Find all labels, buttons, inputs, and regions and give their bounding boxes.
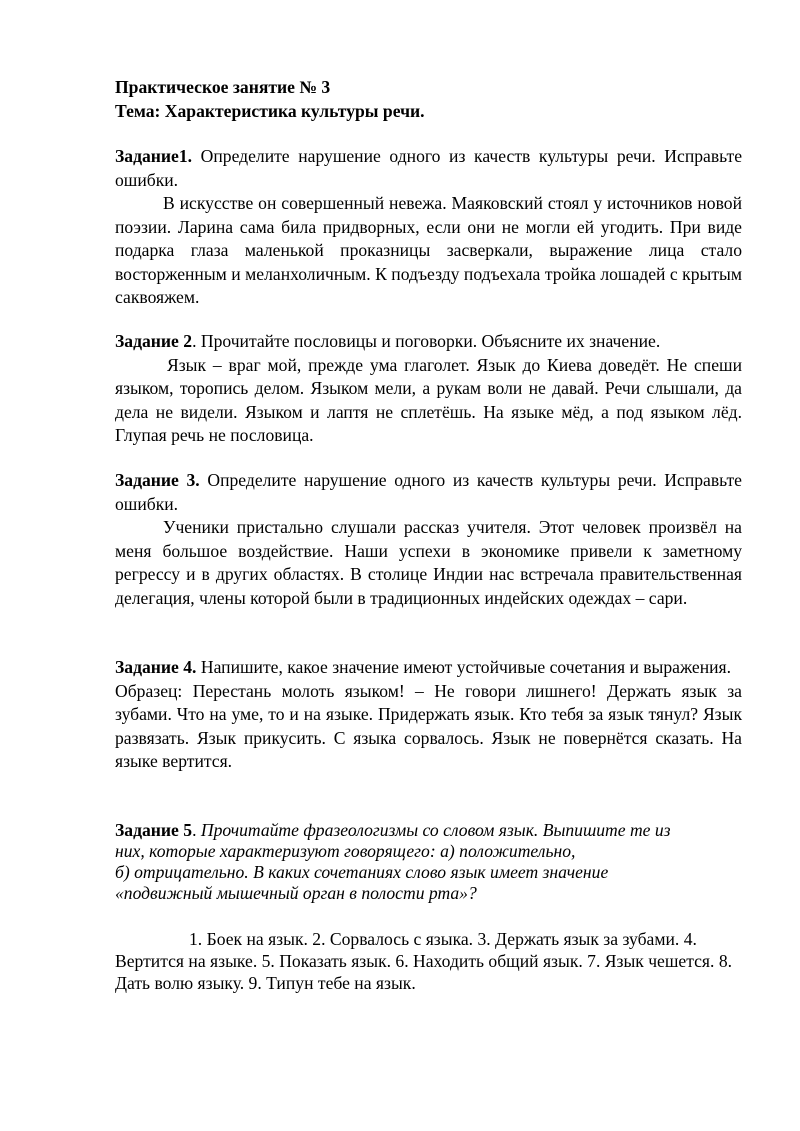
task-3-text: Ученики пристально слушали рассказ учителя. Этот человек произвёл на меня большое воздействие. Наши успехи в экономике привели к заметному регрессу и в других областях. В столице Индии нас встречала правительственная делегация, члены которой были в традиционных индейских одеждах – сари. [115, 517, 742, 608]
task-5-label: Задание 5 [115, 820, 193, 840]
task-2-label: Задание 2 [115, 331, 193, 351]
task-5-instruction-line-2: них, которые характеризуют говорящего: а) положительно, [115, 841, 576, 861]
task-5 [115, 820, 742, 904]
task-5-instruction-line-1: Задание 5. Прочитайте фразеологизмы со словом язык. Выпишите те из [115, 820, 671, 840]
task-5-list [115, 928, 742, 994]
task-2-instruction: Задание 2. Прочитайте пословицы и поговорки. Объясните их значение. [115, 331, 661, 351]
page-topic: Тема: Характеристика культуры речи. [115, 100, 425, 121]
task-5-instruction-line-3: б) отрицательно. В каких сочетаниях слово язык имеет значение [115, 862, 609, 882]
task-2-text: Язык – враг мой, прежде ума глаголет. Язык до Киева доведёт. Не спеши языком, торопись делом. Языком мели, а рукам воли не давай. Речи слышали, да дела не видели. Языком и лаптя не сплетёшь. На языке мёд, а под языком лёд. Глупая речь не пословица. [115, 354, 742, 445]
task-3-label: Задание 3. [115, 470, 200, 490]
task-3 [115, 469, 742, 610]
task-4 [115, 656, 742, 774]
task-1 [115, 145, 742, 310]
task-5-instruction-line-4: «подвижный мышечный орган в полости рта»? [115, 883, 477, 903]
task-1-instruction: Задание1. Определите нарушение одного из качеств культуры речи. Исправьте ошибки. [115, 146, 742, 190]
task-4-instruction: Задание 4. Напишите, какое значение имеют устойчивые сочетания и выражения. [115, 657, 732, 677]
task-5-list-text: 1. Боек на язык. 2. Сорвалось с языка. 3. Держать язык за зубами. 4. Вертится на языке. 5. Показать язык. 6. Находить общий язык. 7. Язык чешется. 8. Дать волю языку. 9. Типун тебе на язык. [115, 929, 733, 993]
task-3-instruction: Задание 3. Определите нарушение одного из качеств культуры речи. Исправьте ошибки. [115, 470, 742, 514]
task-4-label: Задание 4. [115, 657, 197, 677]
page-title: Практическое занятие № 3 [115, 77, 331, 97]
task-1-text: В искусстве он совершенный невежа. Маяковский стоял у источников новой поэзии. Ларина сама била придворных, если они не могли ей угодить. При виде подарка глаза маленькой проказницы засверкали, выражение лица стало восторженным и меланхоличным. К подъезду подъехала тройка лошадей с крытым саквояжем. [115, 193, 742, 307]
header [115, 76, 742, 123]
task-1-label: Задание1. [115, 146, 193, 166]
task-4-text: Образец: Перестань молоть языком! – Не говори лишнего! Держать язык за зубами. Что на уме, то и на языке. Придержать язык. Кто тебя за язык тянул? Язык развязать. Язык прикусить. С языка сорвалось. Язык не повернётся сказать. На языке вертится. [115, 680, 742, 771]
task-2 [115, 330, 742, 448]
